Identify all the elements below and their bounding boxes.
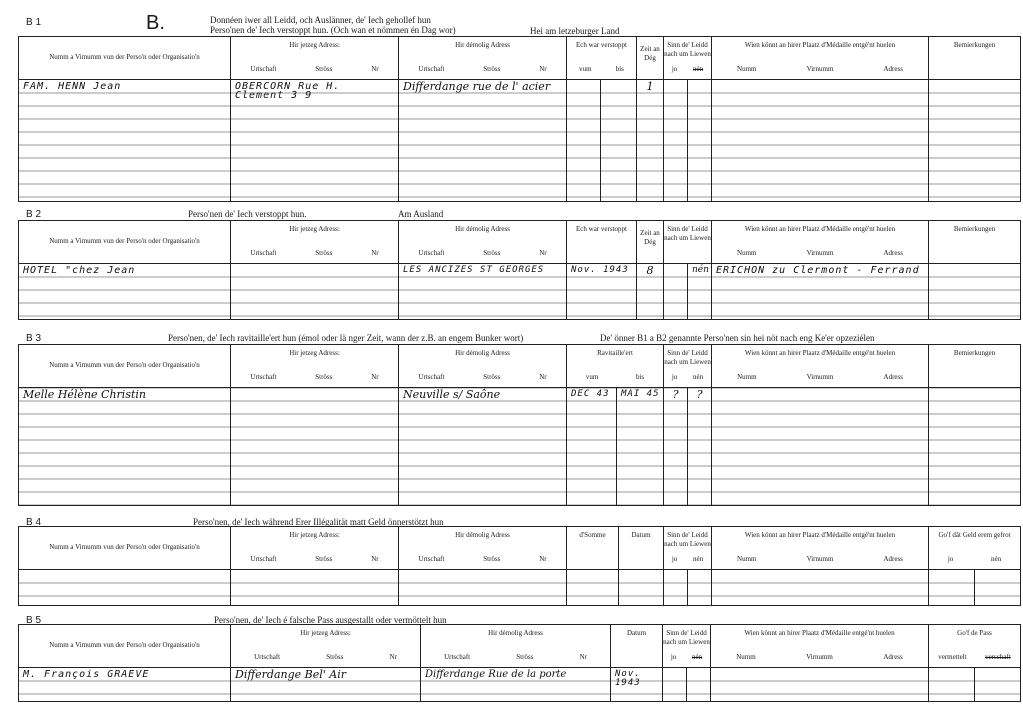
header-zeit: Zeit an Dég — [637, 37, 664, 80]
b5-jo-cell[interactable] — [663, 668, 687, 702]
b2-remarks-cell[interactable] — [929, 264, 1021, 320]
b3-jo: ? — [672, 388, 679, 401]
b3-header-previous-address: Hir démolig Adress Urtschaft Ströss Nr — [399, 345, 567, 388]
header-hidden: Ech war verstoppt vum bis — [567, 37, 637, 80]
b4-header-gof: Go'f dât Geld erem gefrot jo nén — [929, 527, 1021, 570]
b3-header-alive: Sinn de' Leidd nach um Liewen jo nén — [664, 345, 712, 388]
b4-gof-jo-cell[interactable] — [929, 570, 975, 606]
header-current-address: Hir jetzeg Adress: Urtschaft Ströss Nr — [231, 37, 399, 80]
b1-name: FAM. HENN Jean — [23, 81, 122, 92]
b4-header-previous-address: Hir démolig Adress Urtschaft Ströss Nr — [399, 527, 567, 570]
section-b1-title — [210, 15, 456, 35]
b4-header-current-address: Hir jetzeg Adress: Urtschaft Ströss Nr — [231, 527, 399, 570]
b2-zeit: 8 — [646, 264, 654, 277]
b2-nen: nén — [692, 265, 709, 275]
b5-header-datum: Datum — [611, 625, 663, 668]
b1-nen-cell[interactable] — [688, 80, 712, 202]
section-b2-region: Am Ausland — [398, 209, 444, 219]
b5-nen-cell[interactable] — [687, 668, 711, 702]
b5-name-cell[interactable] — [19, 668, 231, 702]
b2-zeit-cell[interactable] — [637, 264, 664, 320]
section-b4-id: B 4 — [26, 517, 42, 528]
b1-name-cell[interactable] — [19, 80, 231, 202]
b3-remarks-cell[interactable] — [929, 388, 1021, 506]
b4-header-somme: d'Somme — [567, 527, 619, 570]
b4-medal-cell[interactable] — [712, 570, 929, 606]
table-b4 — [18, 526, 1021, 606]
b2-medal: ERICHON zu Clermont - Ferrand — [716, 265, 920, 276]
section-b1-region: Hei am letzeburger Land — [530, 26, 620, 36]
b5-previous-address-cell[interactable] — [421, 668, 611, 702]
section-b3-id: B 3 — [26, 333, 42, 344]
b2-header-zeit: Zeit an Dég — [637, 221, 664, 264]
header-previous-address: Hir démolig Adress Urtschaft Ströss Nr — [399, 37, 567, 80]
b5-previous-address: Differdange Rue de la porte — [425, 669, 567, 680]
b3-bis-cell[interactable] — [617, 388, 664, 506]
section-b3-desc2: De' önner B1 a B2 genannte Perso'nen sin hei nöt nach eng Ke'er opzeziélen — [600, 333, 875, 343]
header-medal: Wien könnt an hirer Plaatz d'Médaille entgé'nt huelen Numm Virnumm Adress — [712, 37, 929, 80]
b2-header-current-address: Hir jetzeg Adress: Urtschaft Ströss Nr — [231, 221, 399, 264]
table-b2 — [18, 220, 1021, 320]
b4-header-datum: Datum — [619, 527, 664, 570]
b3-bis: MAI 45 — [621, 389, 660, 399]
b5-header-medal: Wien könnt an hirer Plaatz d'Médaille entgé'nt huelen Numm Virnumm Adress — [711, 625, 929, 668]
b2-medal-cell[interactable] — [712, 264, 929, 320]
b3-vum: DEC 43 — [571, 389, 610, 399]
b5-datum-cell[interactable] — [611, 668, 663, 702]
b2-header-previous-address: Hir démolig Adress Urtschaft Ströss Nr — [399, 221, 567, 264]
b2-jo-cell[interactable] — [664, 264, 688, 320]
b1-current-address-cell[interactable] — [231, 80, 399, 202]
b2-previous-address-cell[interactable] — [399, 264, 567, 320]
b5-header-current-address: Hir jetzeg Adress: Urtschaft Ströss Nr — [231, 625, 421, 668]
b2-name-cell[interactable] — [19, 264, 231, 320]
b5-vermettelt-cell[interactable] — [929, 668, 975, 702]
header-name: Numm a Vimumm vun der Perso'n oder Organisatio'n — [19, 37, 231, 80]
section-b1 — [18, 14, 1020, 204]
b5-datum: Nov. 1943 — [615, 669, 641, 688]
b1-medal-cell[interactable] — [712, 80, 929, 202]
form-letter: B. — [146, 12, 165, 34]
b3-current-address-cell[interactable] — [231, 388, 399, 506]
header-remarks: Bemierkungen — [929, 37, 1021, 80]
section-b1-id: B 1 — [26, 17, 42, 28]
b1-vum-cell[interactable] — [567, 80, 601, 202]
b2-nen-cell[interactable] — [688, 264, 712, 320]
b3-nen-cell[interactable] — [688, 388, 712, 506]
section-b5-id: B 5 — [26, 615, 42, 626]
b2-header-remarks: Bemierkungen — [929, 221, 1021, 264]
b5-current-address-cell[interactable] — [231, 668, 421, 702]
section-b5-desc: Perso'nen, de' Iech é falsche Pass ausgestallt oder vermöttelt hun — [214, 615, 447, 625]
b3-header-ravitaille: Ravitaille'ert vum bis — [567, 345, 664, 388]
b1-zeit-cell[interactable] — [637, 80, 664, 202]
b3-medal-cell[interactable] — [712, 388, 929, 506]
b5-header-pass: Go'f de Pass vermettelt verschaft — [929, 625, 1021, 668]
b2-name: HOTEL "chez Jean — [23, 265, 136, 276]
b3-previous-address-cell[interactable] — [399, 388, 567, 506]
b1-remarks-cell[interactable] — [929, 80, 1021, 202]
b5-name: M. François GRAEVE — [23, 669, 150, 680]
b2-current-address-cell[interactable] — [231, 264, 399, 320]
b3-vum-cell[interactable] — [567, 388, 617, 506]
b1-previous-address: Differdange rue de l' acier — [403, 80, 551, 93]
b4-header-alive: Sinn de' Leidd nach um Liewen jo nén — [664, 527, 712, 570]
b5-header-previous-address: Hir démolig Adress Urtschaft Ströss Nr — [421, 625, 611, 668]
b4-previous-address-cell[interactable] — [399, 570, 567, 606]
section-b2-desc: Perso'nen de' Iech verstoppt hun. — [188, 209, 307, 219]
b5-current-address: Differdange Bel' Air — [235, 668, 346, 681]
section-b3 — [18, 330, 1020, 510]
b2-hidden-cell[interactable] — [567, 264, 637, 320]
b4-name-cell[interactable] — [19, 570, 231, 606]
b2-header-hidden: Ech war verstoppt — [567, 221, 637, 264]
b5-header-alive: Sinn de' Leidd nach um Liewen jo nén — [663, 625, 711, 668]
section-b2 — [18, 206, 1020, 326]
b3-header-medal: Wien könnt an hirer Plaatz d'Médaille entgé'nt huelen Numm Virnumm Adress — [712, 345, 929, 388]
b1-jo-cell[interactable] — [664, 80, 688, 202]
b5-medal-cell[interactable] — [711, 668, 929, 702]
b1-previous-address-cell[interactable] — [399, 80, 567, 202]
b2-hidden-from: Nov. 1943 — [571, 265, 629, 275]
header-alive: Sinn de' Leidd nach um Liewen jo nén — [664, 37, 712, 80]
b4-jo-cell[interactable] — [664, 570, 688, 606]
b2-header-medal: Wien könnt an hirer Plaatz d'Médaille entgé'nt huelen Numm Virnumm Adress — [712, 221, 929, 264]
b3-nen: ? — [696, 388, 703, 401]
b1-current-address: OBERCORN Rue H. Clement 3 9 — [235, 81, 341, 101]
section-b4-desc: Perso'nen, de' Iech während Erer Illégalität matt Geld önnerstötzt hun — [193, 517, 444, 527]
section-b1-line1: Donnéen iwer all Leidd, och Auslänner, de' Iech gehollef hun — [210, 15, 431, 25]
b3-header-current-address: Hir jetzeg Adress: Urtschaft Ströss Nr — [231, 345, 399, 388]
b3-jo-cell[interactable] — [664, 388, 688, 506]
b4-header-name: Numm a Vimumm vun der Perso'n oder Organisatio'n — [19, 527, 231, 570]
section-b4 — [18, 514, 1020, 610]
b2-header-name: Numm a Vimumm vun der Perso'n oder Organisatio'n — [19, 221, 231, 264]
section-b2-id: B 2 — [26, 209, 42, 220]
b2-header-alive: Sinn de' Leidd nach um Liewen — [664, 221, 712, 264]
b1-bis-cell[interactable] — [601, 80, 637, 202]
b2-previous-address: LES ANCIZES ST GEORGES — [403, 265, 545, 275]
b4-current-address-cell[interactable] — [231, 570, 399, 606]
table-b1 — [18, 36, 1021, 202]
section-b3-desc: Perso'nen, de' Iech ravitaille'ert hun (émol oder lä nger Zeit, wann der z.B. an engem Bunker wort) — [168, 333, 524, 343]
b4-nen-cell[interactable] — [688, 570, 712, 606]
b4-gof-nen-cell[interactable] — [975, 570, 1021, 606]
b3-previous-address: Neuville s/ Saône — [403, 388, 501, 401]
b4-somme-cell[interactable] — [567, 570, 619, 606]
b3-header-name: Numm a Vimumm vun der Perso'n oder Organisatio'n — [19, 345, 231, 388]
section-b5 — [18, 612, 1020, 712]
b3-name-cell[interactable] — [19, 388, 231, 506]
b5-header-name: Numm a Vimumm vun der Perso'n oder Organisatio'n — [19, 625, 231, 668]
b3-name: Melle Hélène Christin — [23, 388, 146, 401]
table-b3 — [18, 344, 1021, 506]
section-b1-line2: Perso'nen de' Iech verstoppt hun. (Och wan et nömmen én Dag wor) — [210, 25, 456, 35]
b4-header-medal: Wien könnt an hirer Plaatz d'Médaille entgé'nt huelen Numm Virnumm Adress — [712, 527, 929, 570]
b3-header-remarks: Bemierkungen — [929, 345, 1021, 388]
table-b5 — [18, 624, 1021, 702]
b4-datum-cell[interactable] — [619, 570, 664, 606]
b1-zeit: 1 — [646, 80, 654, 93]
b5-verschaft-cell[interactable] — [975, 668, 1021, 702]
